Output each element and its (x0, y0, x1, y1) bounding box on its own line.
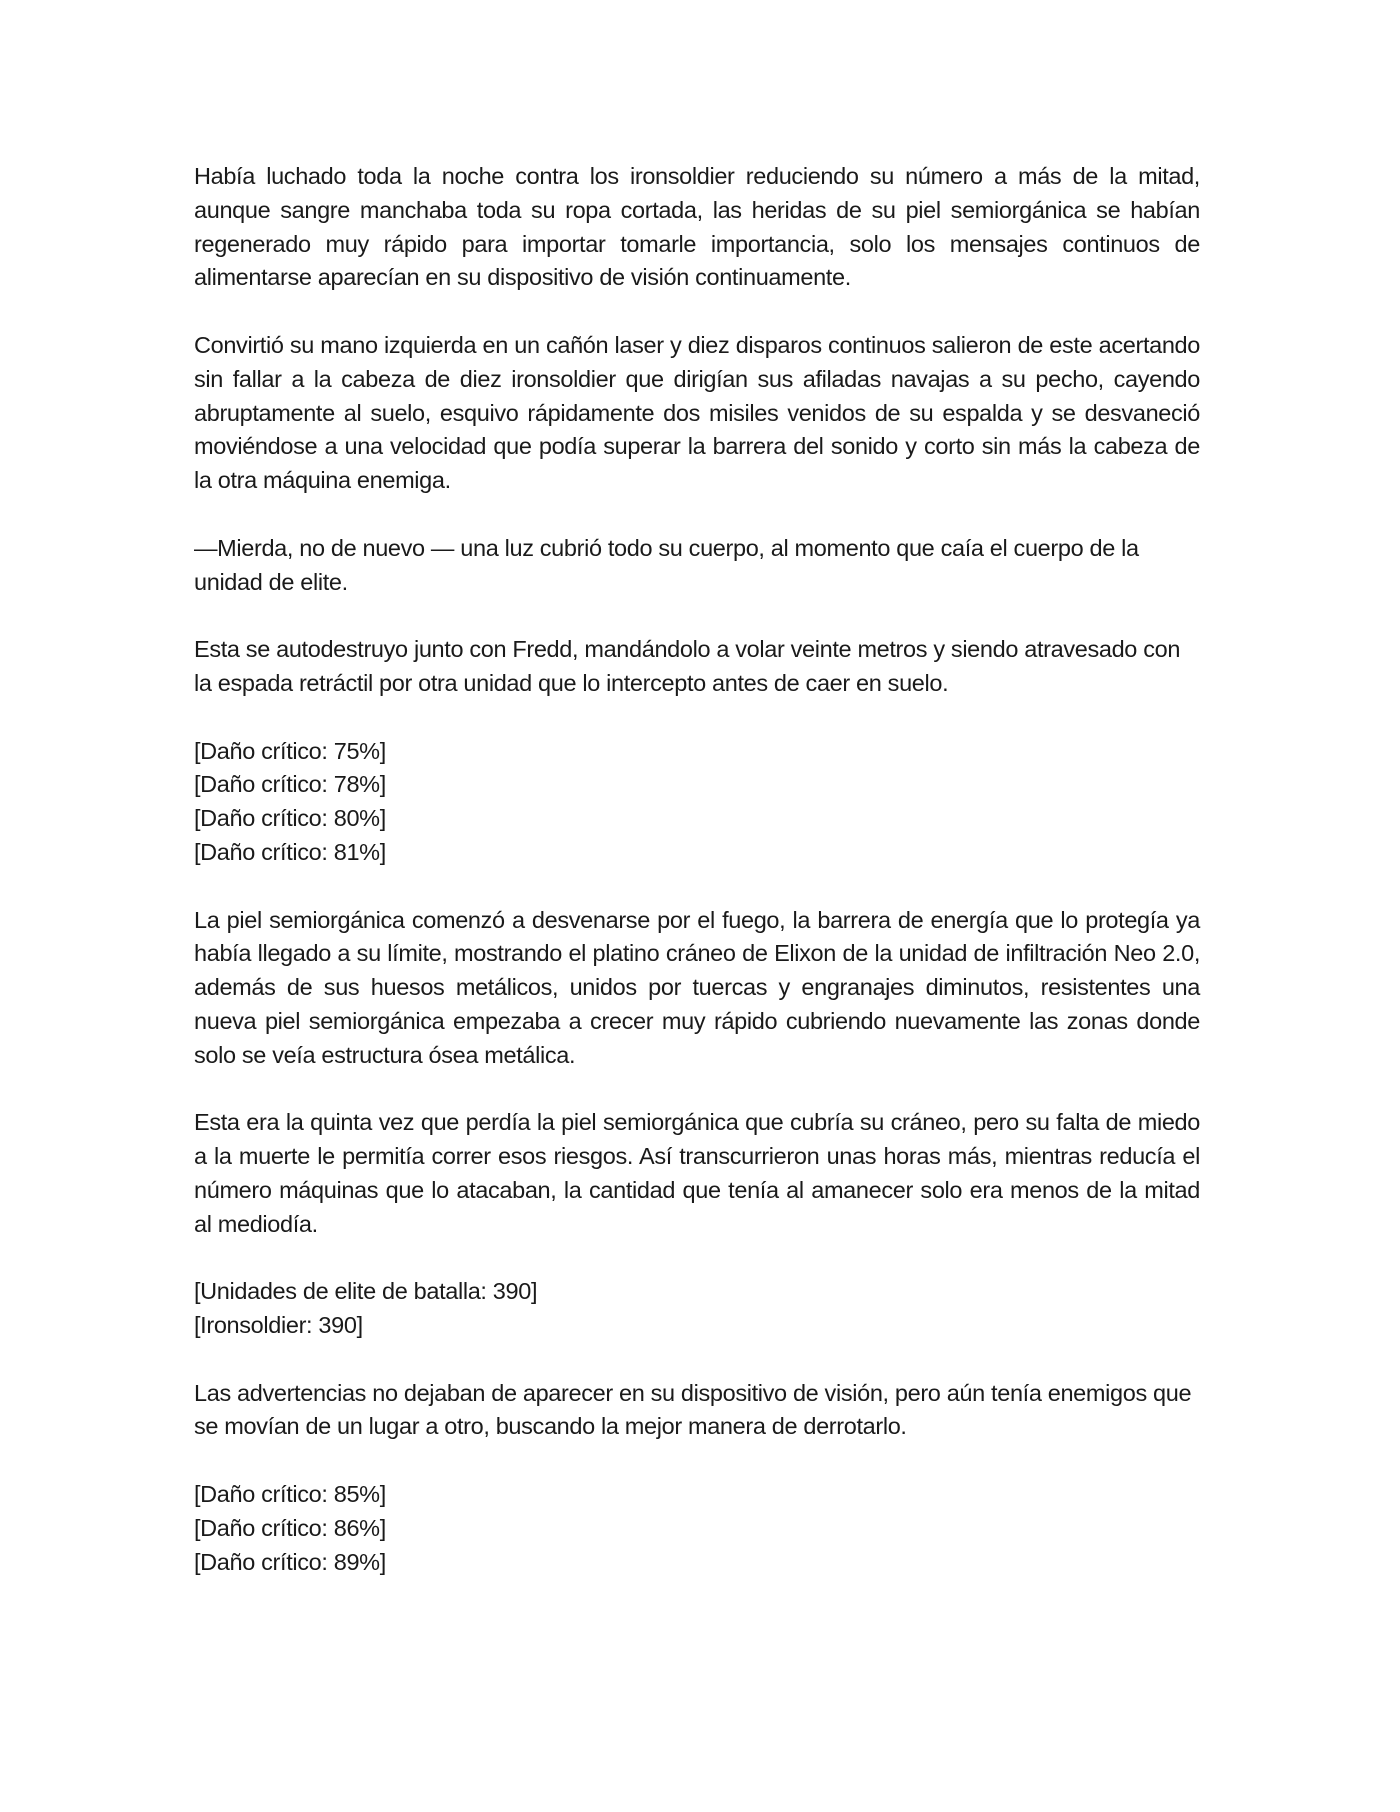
status-line: [Ironsoldier: 390] (194, 1312, 363, 1339)
status-line: [Daño crítico: 75%] (194, 737, 386, 764)
status-line: [Unidades de elite de batalla: 390] (194, 1278, 538, 1305)
paragraph: Esta se autodestruyo junto con Fredd, mandándolo a volar veinte metros y siendo atravesado con la espada retráctil por otra unidad que lo intercepto antes de caer en suelo. (194, 636, 1181, 696)
status-line: [Daño crítico: 80%] (194, 805, 386, 832)
status-block-damage (194, 735, 1200, 870)
dialogue-paragraph: —Mierda, no de nuevo — una luz cubrió todo su cuerpo, al momento que caía el cuerpo de la unidad de elite. (194, 534, 1139, 595)
status-block-damage (194, 1478, 1200, 1579)
status-block-units (194, 1275, 1200, 1343)
paragraph: Convirtió su mano izquierda en un cañón laser y diez disparos continuos salieron de este acertando sin fallar a la cabeza de diez ironsoldier que dirigían sus afiladas navajas a su pecho, cayendo abruptamente al suelo, esquivo rápidamente dos misiles venidos de su espalda y se desvaneció moviéndose a una velocidad que podía superar la barrera del sonido y corto sin más la cabeza de la otra máquina enemiga. (194, 331, 1200, 494)
paragraph: La piel semiorgánica comenzó a desvenarse por el fuego, la barrera de energía que lo protegía ya había llegado a su límite, mostrando el platino cráneo de Elixon de la unidad de infiltración Neo 2.0, además de sus huesos metálicos, unidos por tuercas y engranajes diminutos, resistentes una nueva piel semiorgánica empezaba a crecer muy rápido cubriendo nuevamente las zonas donde solo se veía estructura ósea metálica. (194, 906, 1200, 1068)
status-line: [Daño crítico: 86%] (194, 1514, 386, 1541)
status-line: [Daño crítico: 78%] (194, 771, 386, 798)
status-line: [Daño crítico: 81%] (194, 838, 386, 865)
status-line: [Daño crítico: 85%] (194, 1481, 386, 1508)
paragraph: Esta era la quinta vez que perdía la piel semiorgánica que cubría su cráneo, pero su falta de miedo a la muerte le permitía correr esos riesgos. Así transcurrieron unas horas más, mientras reducía el número máquinas que lo atacaban, la cantidad que tenía al amanecer solo era menos de la mitad al mediodía. (194, 1109, 1200, 1237)
document-body (194, 160, 1200, 1613)
paragraph: Había luchado toda la noche contra los ironsoldier reduciendo su número a más de la mitad, aunque sangre manchaba toda su ropa cortada, las heridas de su piel semiorgánica se habían regenerado muy rápido para importar tomarle importancia, solo los mensajes continuos de alimentarse aparecían en su dispositivo de visión continuamente. (194, 163, 1200, 291)
paragraph: Las advertencias no dejaban de aparecer en su dispositivo de visión, pero aún tenía enemigos que se movían de un lugar a otro, buscando la mejor manera de derrotarlo. (194, 1379, 1192, 1440)
status-line: [Daño crítico: 89%] (194, 1548, 386, 1575)
